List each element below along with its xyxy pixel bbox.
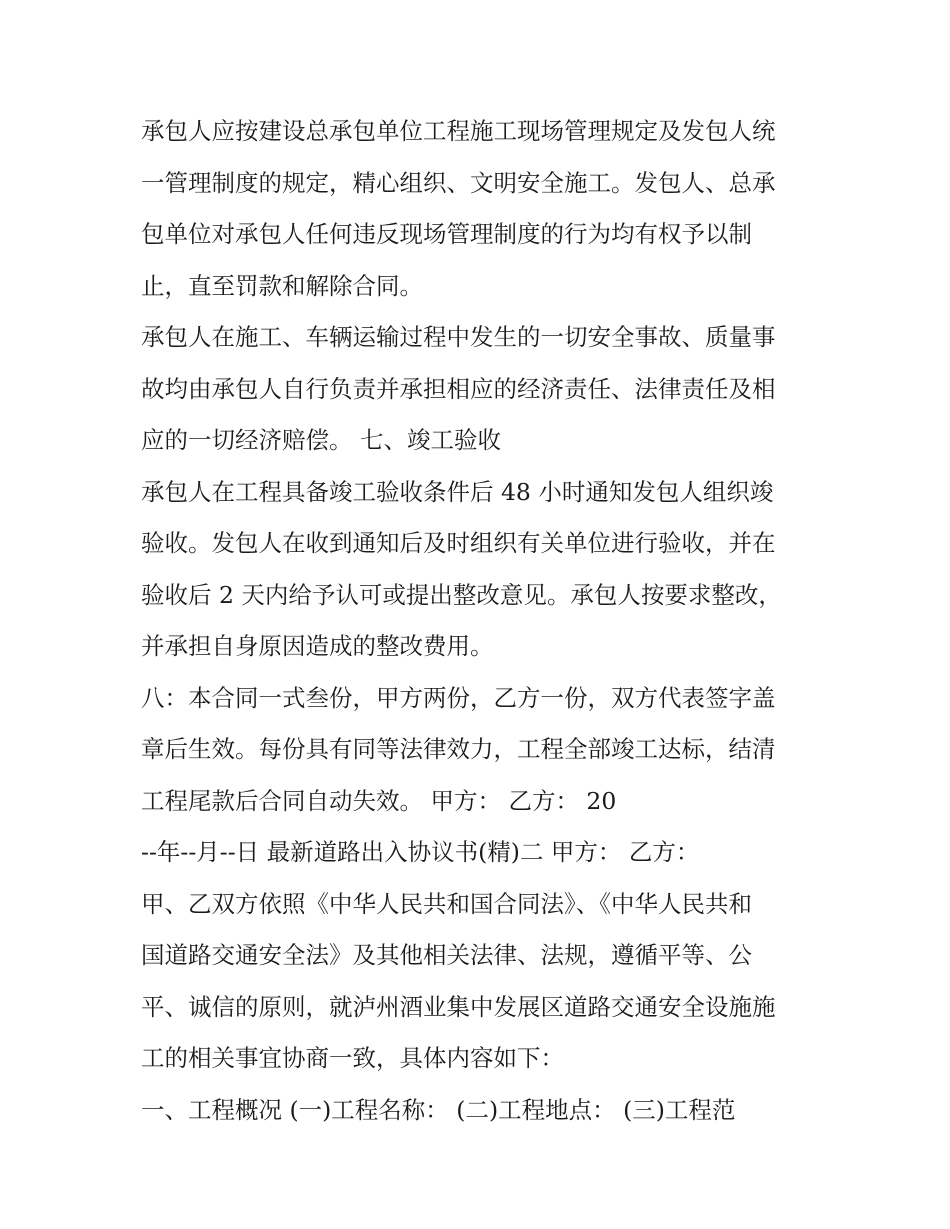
text-line: 工的相关事宜协商一致，具体内容如下： bbox=[141, 1044, 564, 1072]
text-line: 故均由承包人自行负责并承担相应的经济责任、法律责任及相 bbox=[141, 374, 776, 403]
text-line: 承包人在工程具备竣工验收条件后 48 小时通知发包人组织竣 bbox=[141, 477, 774, 506]
text-line: --年--月--日 最新道路出入协议书(精)二 甲方： 乙方： bbox=[141, 838, 700, 866]
text-line: 一、工程概况 (一)工程名称： (二)工程地点： (三)工程范 bbox=[141, 1095, 736, 1124]
text-line: 一管理制度的规定，精心组织、文明安全施工。发包人、总承 bbox=[141, 168, 776, 197]
document-body bbox=[141, 106, 821, 1136]
text-line: 包单位对承包人任何违反现场管理制度的行为均有权予以制 bbox=[141, 220, 752, 248]
text-line: 承包人应按建设总承包单位工程施工现场管理规定及发包人统 bbox=[141, 117, 776, 145]
text-line: 承包人在施工、车辆运输过程中发生的一切安全事故、质量事 bbox=[141, 323, 776, 351]
text-line: 止，直至罚款和解除合同。 bbox=[141, 271, 423, 300]
text-line: 八：本合同一式叁份，甲方两份，乙方一份，双方代表签字盖 bbox=[141, 683, 776, 712]
text-line: 平、诚信的原则，就泸州酒业集中发展区道路交通安全设施施 bbox=[141, 992, 776, 1021]
text-line: 应的一切经济赔偿。 七、竣工验收 bbox=[141, 426, 501, 454]
text-line: 验收。发包人在收到通知后及时组织有关单位进行验收，并在 bbox=[141, 529, 776, 557]
text-line: 国道路交通安全法》及其他相关法律、法规，遵循平等、公 bbox=[141, 941, 752, 969]
text-line: 并承担自身原因造成的整改费用。 bbox=[141, 632, 494, 660]
text-line: 工程尾款后合同自动失效。 甲方： 乙方： 20 bbox=[141, 786, 617, 815]
text-line: 甲、乙双方依照《中华人民共和国合同法》、《中华人民共和 bbox=[141, 889, 752, 918]
text-line: 验收后 2 天内给予认可或提出整改意见。承包人按要求整改， bbox=[141, 580, 782, 609]
text-line: 章后生效。每份具有同等法律效力，工程全部竣工达标，结清 bbox=[141, 735, 776, 763]
